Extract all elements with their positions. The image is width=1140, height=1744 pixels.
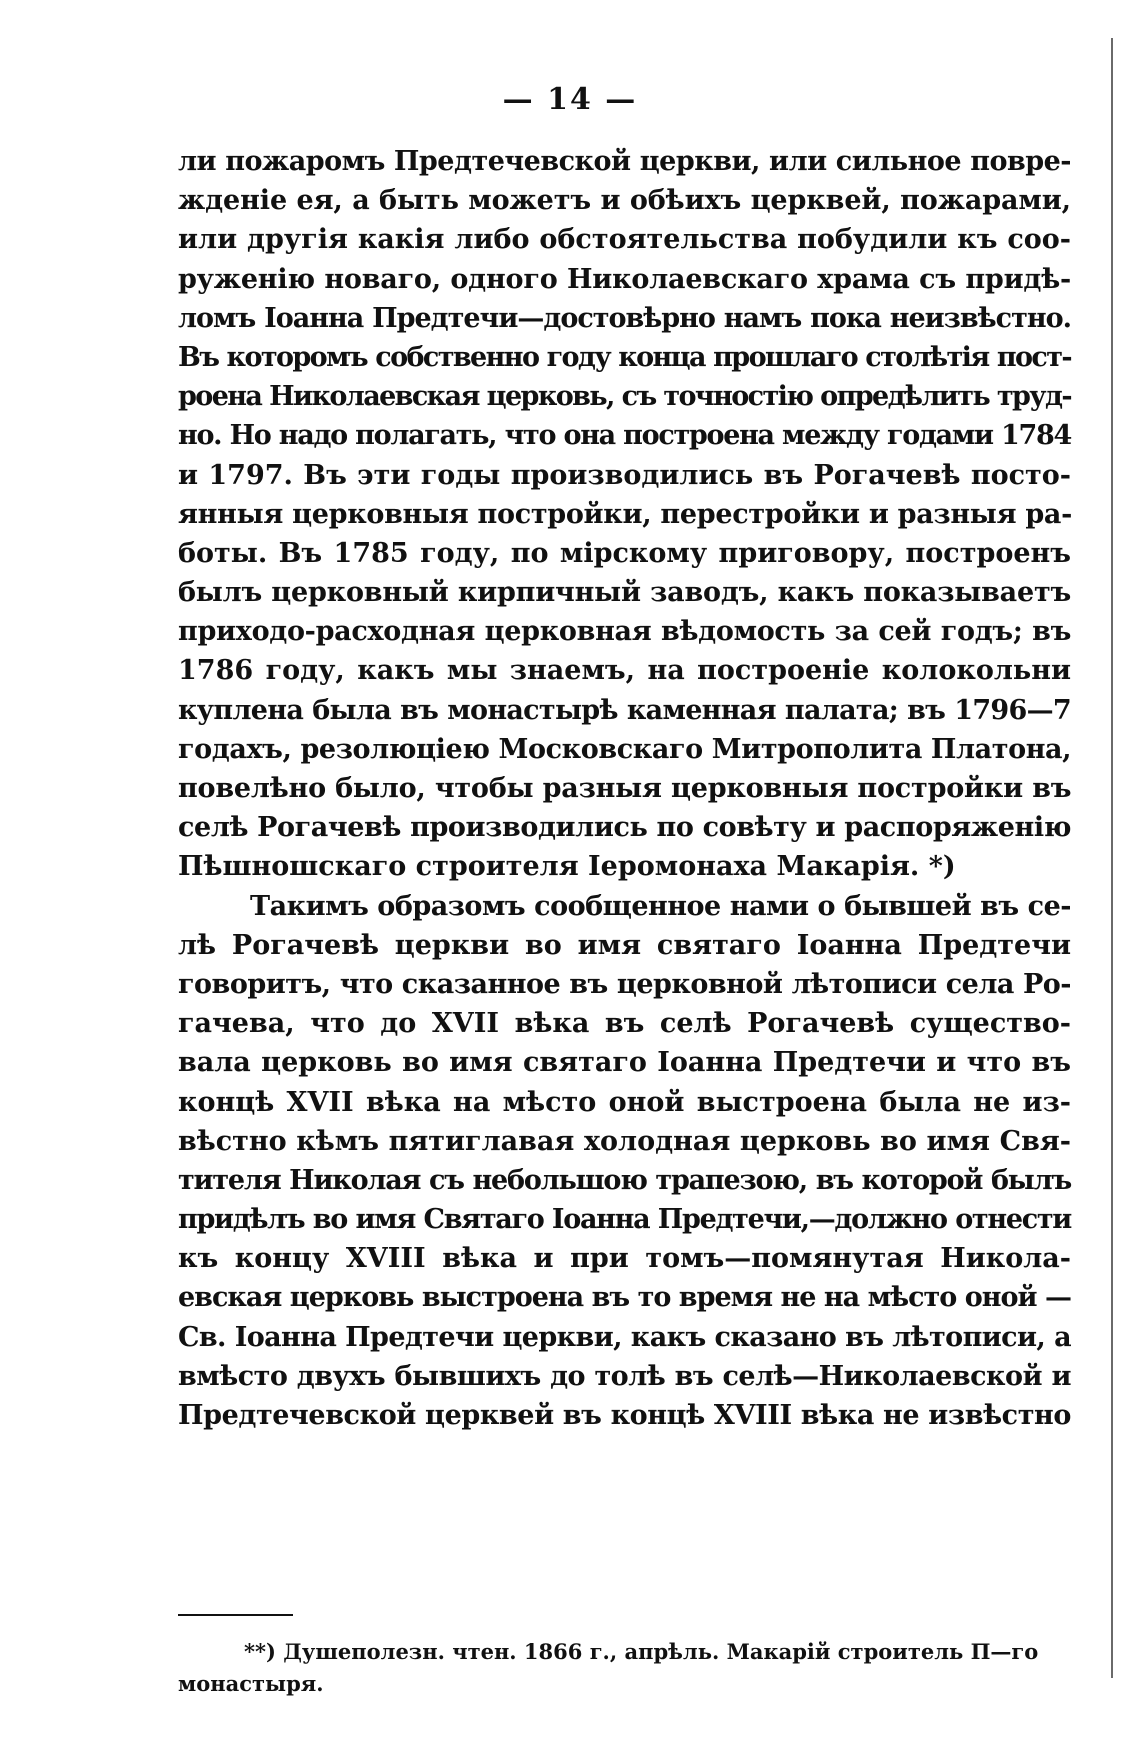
page-number: — 14 — bbox=[502, 82, 638, 117]
text-line: вала церковь во имя святаго Іоанна Предтечи и что въ bbox=[178, 1047, 1071, 1079]
text-line: Св. Іоанна Предтечи церкви, какъ сказано въ лѣтописи, а bbox=[178, 1321, 1071, 1353]
body-text bbox=[178, 142, 1071, 1435]
text-line: селѣ Рогачевѣ производились по совѣту и распоряженію bbox=[178, 812, 1071, 844]
text-line: концѣ XVII вѣка на мѣсто оной выстроена была не из- bbox=[178, 1086, 1071, 1118]
text-line: руженію новаго, одного Николаевскаго храма съ придѣ- bbox=[178, 263, 1071, 295]
text-line: янныя церковныя постройки, перестройки и разныя ра- bbox=[178, 498, 1072, 530]
text-line: къ концу XVIII вѣка и при томъ—помянутая Никола- bbox=[178, 1243, 1071, 1275]
text-line: куплена была въ монастырѣ каменная палата; въ 1796—7 bbox=[178, 694, 1071, 726]
text-line: повелѣно было, чтобы разныя церковныя постройки въ bbox=[178, 773, 1072, 804]
text-line: говоритъ, что сказанное въ церковной лѣтописи села Ро- bbox=[178, 968, 1071, 1000]
text-line: приходо-расходная церковная вѣдомость за сей годъ; въ bbox=[178, 616, 1071, 648]
text-line: годахъ, резолюціею Московскаго Митрополита Платона, bbox=[178, 733, 1072, 765]
footnote-line: монастыря. bbox=[178, 1671, 324, 1696]
footnote bbox=[178, 1636, 1071, 1700]
text-line: лѣ Рогачевѣ церкви во имя святаго Іоанна Предтечи bbox=[178, 929, 1071, 961]
text-line: былъ церковный кирпичный заводъ, какъ показываетъ bbox=[178, 577, 1071, 609]
text-line: Въ которомъ собственно году конца прошлаго столѣтія пост- bbox=[178, 341, 1071, 373]
page-edge-line bbox=[1111, 38, 1113, 1678]
text-line: и 1797. Въ эти годы производились въ Рогачевѣ посто- bbox=[178, 459, 1071, 491]
text-line: ломъ Іоанна Предтечи—достовѣрно намъ пока неизвѣстно. bbox=[178, 302, 1071, 334]
text-line: 1786 году, какъ мы знаемъ, на построеніе колокольни bbox=[178, 655, 1071, 687]
text-line: евская церковь выстроена въ то время не на мѣсто оной — bbox=[178, 1282, 1071, 1314]
paragraph-start-line: Такимъ образомъ сообщенное нами о бывшей въ се- bbox=[250, 890, 1071, 922]
text-line: или другія какія либо обстоятельства побудили къ соо- bbox=[178, 224, 1071, 256]
text-line: Предтечевской церквей въ концѣ XVIII вѣка не извѣстно bbox=[178, 1400, 1071, 1431]
text-line: придѣлъ во имя Святаго Іоанна Предтечи,—должно отнести bbox=[178, 1204, 1071, 1236]
text-line: роена Николаевская церковь, съ точностію опредѣлить труд- bbox=[178, 381, 1071, 413]
footnote-separator bbox=[178, 1614, 293, 1616]
text-line: вѣстно кѣмъ пятиглавая холодная церковь во имя Свя- bbox=[178, 1125, 1071, 1157]
text-line: боты. Въ 1785 году, по мірскому приговору, построенъ bbox=[178, 537, 1071, 569]
text-line: тителя Николая съ небольшою трапезою, въ которой былъ bbox=[178, 1164, 1071, 1196]
text-line: вмѣсто двухъ бывшихъ до толѣ въ селѣ—Николаевской и bbox=[178, 1360, 1071, 1392]
paragraph-end-line: Пѣшношскаго строителя Іеромонаха Макарія. *) bbox=[178, 851, 956, 883]
text-line: ли пожаромъ Предтечевской церкви, или сильное повре- bbox=[178, 146, 1071, 177]
text-line: жденіе ея, а быть можетъ и обѣихъ церквей, пожарами, bbox=[178, 185, 1071, 217]
text-line: гачева, что до XVII вѣка въ селѣ Рогачевѣ существо- bbox=[178, 1008, 1071, 1040]
text-line: но. Но надо полагать, что она построена между годами 1784 bbox=[178, 420, 1071, 452]
footnote-line: **) Душеполезн. чтен. 1866 г., апрѣль. Макарій строитель П—го bbox=[244, 1639, 1039, 1664]
